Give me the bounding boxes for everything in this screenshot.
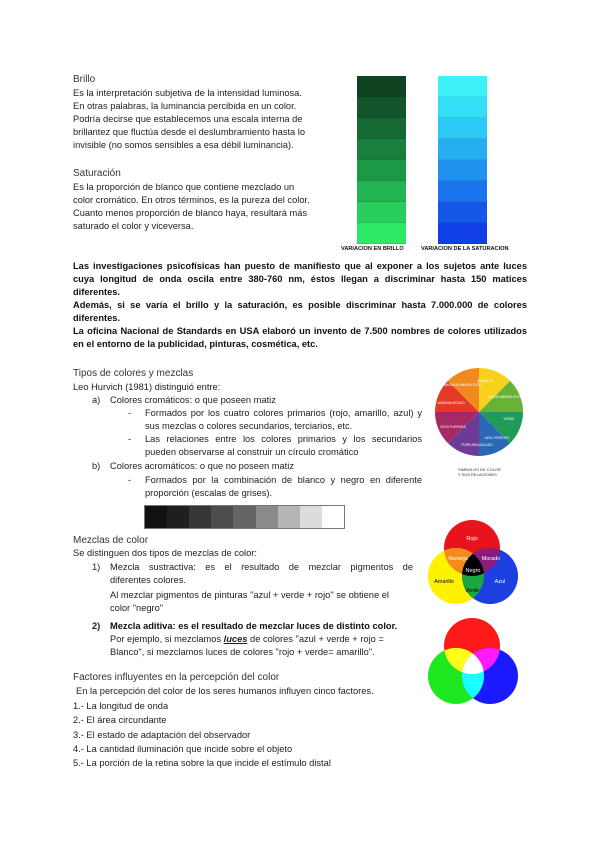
gray-step	[300, 506, 322, 528]
factor-item: 2.- El área circundante	[73, 715, 167, 726]
tipos-a-item-2: Las relaciones entre los colores primarios y los secundarios pueden observarse al construir un círculo cromático	[145, 434, 422, 457]
saturacion-swatch-column	[438, 76, 487, 244]
gray-step	[145, 506, 167, 528]
saturacion-caption: VARIACION DE LA SATURACION	[421, 246, 509, 252]
tipos-a-rest: o que poseen matiz	[192, 395, 276, 405]
tipos-b-bold: Colores acromáticos:	[110, 461, 198, 471]
tipos-intro: Leo Hurvich (1981) distinguió entre:	[73, 382, 221, 392]
mezcla-2-text: Por ejemplo, si mezclamos	[110, 634, 224, 644]
mezcla-2-bold: Mezcla aditiva: es el resultado de mezclar luces de distinto color.	[110, 621, 398, 631]
saturacion-swatch	[438, 97, 487, 118]
saturacion-swatch	[438, 139, 487, 160]
dash-bullet: -	[128, 434, 132, 444]
saturacion-swatch	[438, 181, 487, 202]
brillo-swatch	[357, 223, 406, 244]
brillo-line: brillantez que fluctúa desde el deslumbramiento hasta lo	[73, 127, 306, 137]
factor-item: 1.- La longitud de onda	[73, 701, 169, 711]
tipos-b-rest: o que no poseen matiz	[197, 461, 294, 471]
brillo-line: Podría decirse que establecemos una escala interna de	[73, 114, 303, 124]
tipos-b-label: b)	[92, 461, 101, 471]
brillo-title: Brillo	[73, 74, 96, 85]
wheel-label: PURPURA AZULADO	[461, 443, 493, 447]
wheel-label: ROJO PURPURA	[440, 425, 466, 429]
sub-label-naranja: Naranja	[448, 556, 468, 562]
wheel-label: NARANJA AMARILLENTO	[444, 383, 482, 387]
saturacion-swatch	[438, 76, 487, 97]
saturacion-line: color cromático. En otros términos, es la pureza del color.	[73, 195, 310, 205]
saturacion-line: Es la proporción de blanco que contiene mezclado un	[73, 182, 295, 192]
dash-bullet: -	[128, 408, 132, 418]
investigaciones-block	[73, 260, 527, 351]
saturacion-swatch	[438, 160, 487, 181]
saturacion-line: saturado el color y viceversa.	[73, 221, 194, 231]
subtractive-mix-diagram	[424, 518, 524, 618]
saturacion-swatch	[438, 202, 487, 223]
factores-list	[73, 699, 331, 770]
gray-step	[211, 506, 233, 528]
wheel-label: NARANJA ROJIZO	[437, 401, 465, 405]
sub-label-rojo: Rojo	[466, 536, 478, 542]
additive-mix-diagram	[424, 616, 524, 718]
brillo-swatch	[357, 181, 406, 202]
saturacion-paragraph	[73, 181, 335, 233]
sub-label-verde: Verde	[464, 588, 480, 594]
wheel-legend-2: Y SUS RELACIONES	[458, 472, 497, 477]
mezcla-1-line: Mezcla sustractiva: es el resultado de mezclar pigmentos de	[110, 562, 413, 572]
sub-label-negro: Negro	[465, 568, 481, 574]
gray-step	[256, 506, 278, 528]
investigaciones-p2: Además, si se varía el brillo y la saturación, es posible discriminar hasta 7.000.000 de colores diferentes.	[73, 300, 527, 323]
wheel-label: VERDE AMARILLENTO	[487, 395, 523, 399]
wheel-legend: SIMBOLOS DE COLOR	[458, 467, 501, 472]
mezcla-1-line: diferentes colores.	[110, 575, 186, 585]
brillo-swatch	[357, 97, 406, 118]
factor-item: 3.- El estado de adaptación del observador	[73, 729, 251, 740]
brillo-swatch-column	[357, 76, 406, 244]
tipos-a-label: a)	[92, 395, 101, 405]
mezcla-2-number: 2)	[92, 621, 101, 631]
tipos-a-heading	[110, 394, 276, 407]
mezcla-2-line: Blanco", si mezclamos luces de colores "rojo + verde= amarillo".	[110, 647, 375, 657]
brillo-swatch	[357, 139, 406, 160]
mezclas-intro: Se distinguen dos tipos de mezclas de color:	[73, 548, 257, 558]
wheel-label: AZUL VERDOSO	[484, 436, 510, 440]
saturacion-swatch	[438, 223, 487, 244]
color-wheel	[434, 367, 524, 482]
mezcla-1-line: color "negro"	[110, 603, 164, 613]
saturacion-swatch	[438, 118, 487, 139]
dash-bullet: -	[128, 475, 132, 485]
tipos-a-bold: Colores cromáticos:	[110, 395, 193, 405]
mezcla-aditiva-text	[110, 620, 420, 659]
saturacion-line: Cuanto menos proporción de blanco haya, resultará más	[73, 208, 308, 218]
brillo-swatch	[357, 118, 406, 139]
wheel-label: AMARILLO	[476, 379, 494, 383]
factores-intro: En la percepción del color de los seres humanos influyen cinco factores.	[76, 686, 374, 696]
brillo-caption: VARIACION EN BRILLO	[341, 246, 404, 252]
gray-step	[233, 506, 255, 528]
brillo-paragraph	[73, 87, 335, 152]
investigaciones-p3: La oficina Nacional de Standards en USA elaboró un invento de 7.500 nombres de colores utilizados en el entorno de la publicidad, pinturas, cosmética, etc.	[73, 326, 527, 349]
mezcla-2-luces: luces	[223, 634, 248, 644]
brillo-swatch	[357, 76, 406, 97]
sub-label-morado: Morado	[481, 556, 501, 562]
tipos-a-item-1: Formados por los cuatro colores primarios (rojo, amarillo, azul) y sus mezclas o colores secundarios, terciarios, etc.	[145, 408, 422, 431]
mezclas-title: Mezclas de color	[73, 535, 149, 546]
gray-step	[278, 506, 300, 528]
grayscale-strip	[144, 505, 345, 529]
gray-step	[322, 506, 344, 528]
mezcla-2-text: de colores "azul + verde + rojo =	[247, 634, 384, 644]
gray-step	[167, 506, 189, 528]
tipos-b-heading	[110, 460, 294, 473]
brillo-line: invisible (no somos sensibles a esa débil luminancia).	[73, 140, 294, 150]
wheel-label: VERDE	[503, 417, 515, 421]
mezcla-1-number: 1)	[92, 562, 101, 572]
mezcla-sustractiva-text	[110, 561, 413, 615]
brillo-line: En otras palabras, la luminancia percibida en un color.	[73, 101, 297, 111]
mezcla-1-line: Al mezclar pigmentos de pinturas "azul + verde + rojo" se obtiene el	[110, 590, 389, 600]
tipos-b-item-1: Formados por la combinación de blanco y negro en diferente proporción (escalas de grises).	[145, 475, 422, 498]
investigaciones-p1: Las investigaciones psicofísicas han puesto de manifiesto que al exponer a los sujetos ante luces cuya longitud de onda oscila entre 380-760 nm, éstos llegan a discriminar hasta 150 matices diferentes.	[73, 261, 527, 297]
sub-label-azul: Azul	[494, 579, 506, 585]
brillo-swatch	[357, 160, 406, 181]
factor-item: 5.- La porción de la retina sobre la que incide el estímulo distal	[73, 758, 331, 769]
saturacion-title: Saturación	[73, 168, 121, 179]
gray-step	[189, 506, 211, 528]
factor-item: 4.- La cantidad iluminación que incide sobre el objeto	[73, 743, 293, 754]
mezcla-2-line	[110, 633, 420, 646]
brillo-swatch	[357, 202, 406, 223]
sub-label-amarillo: Amarillo	[434, 579, 454, 585]
tipos-title: Tipos de colores y mezclas	[73, 368, 194, 379]
factores-title: Factores influyentes en la percepción del color	[73, 672, 280, 683]
brillo-line: Es la interpretación subjetiva de la intensidad luminosa.	[73, 88, 302, 98]
